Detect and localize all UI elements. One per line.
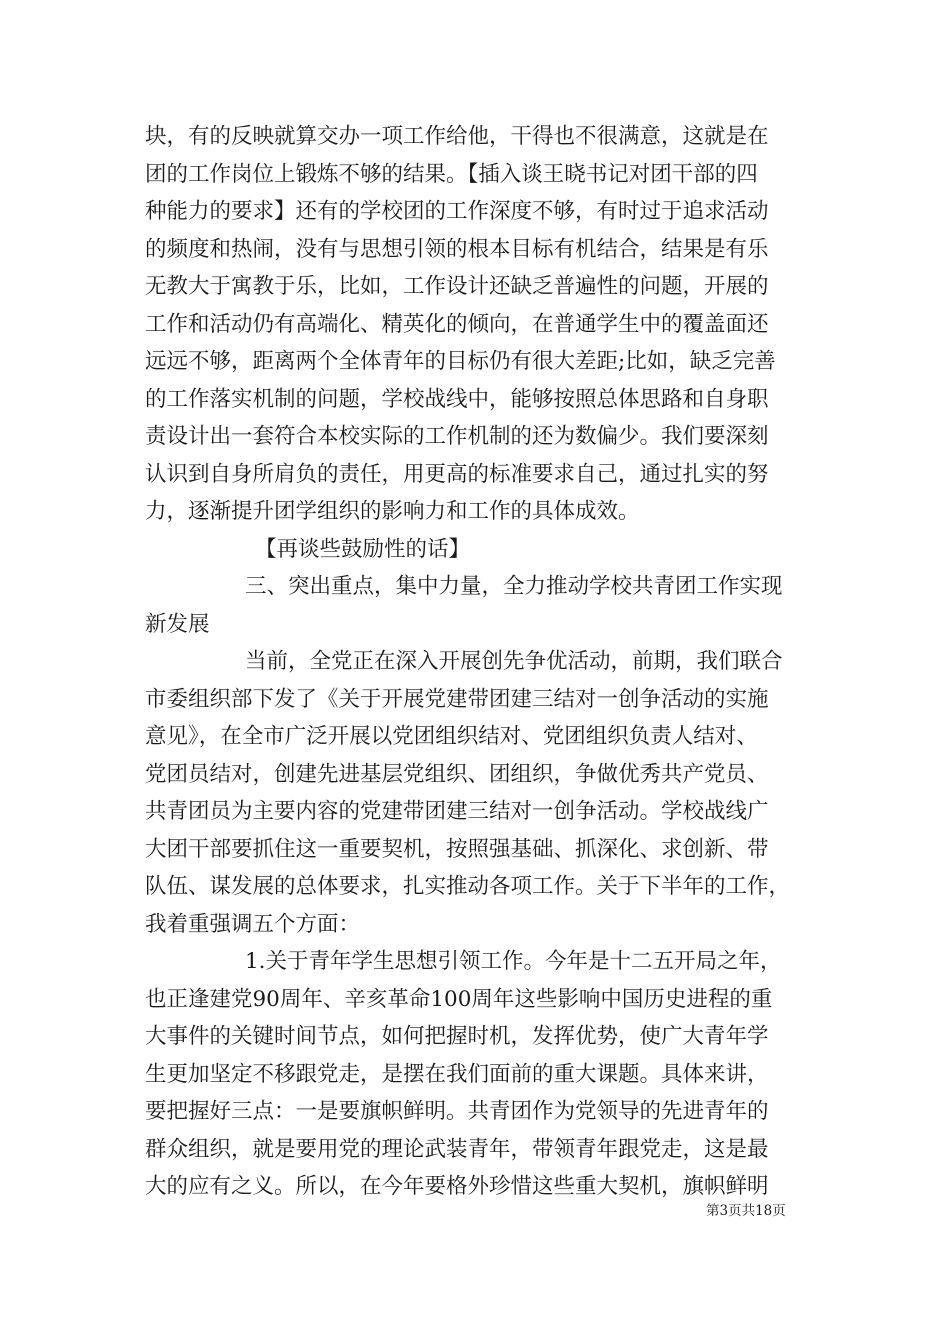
text-line: 要把握好三点：一是要旗帜鲜明。共青团作为党领导的先进青年的 — [145, 1099, 769, 1124]
text-line: 认识到自身所肩负的责任，用更高的标准要求自己，通过扎实的努 — [145, 461, 769, 487]
text-line: 的工作落实机制的问题，学校战线中，能够按照总体思路和自身职 — [145, 386, 769, 412]
text-line: 当前，全党正在深入开展创先争优活动，前期，我们联合 — [245, 649, 783, 674]
text-line: 远远不够，距离两个全体青年的目标仍有很大差距;比如，缺乏完善 — [145, 349, 776, 374]
text-line: 大团干部要抓住这一重要契机，按照强基础、抓深化、求创新、带 — [145, 836, 769, 862]
text-line: 市委组织部下发了《关于开展党建带团建三结对一创争活动的实施 — [145, 686, 769, 712]
text-line: 1.关于青年学生思想引领工作。今年是十二五开局之年， — [245, 949, 782, 974]
body-text — [145, 118, 810, 1206]
text-line: 种能力的要求】还有的学校团的工作深度不够，有时过于追求活动 — [145, 199, 769, 224]
text-line: 共青团员为主要内容的党建带团建三结对一创争活动。学校战线广 — [145, 799, 769, 824]
text-line: 无教大于寓教于乐，比如，工作设计还缺乏普遍性的问题，开展的 — [145, 274, 769, 299]
text-line: 【再谈些鼓励性的话】 — [255, 536, 471, 562]
text-line: 也正逢建党90周年、辛亥革命100周年这些影响中国历史进程的重 — [145, 986, 773, 1012]
text-line: 大事件的关键时间节点，如何把握时机，发挥优势，使广大青年学 — [145, 1024, 769, 1049]
text-line: 党团员结对，创建先进基层党组织、团组织，争做优秀共产党员、 — [145, 761, 769, 787]
text-line: 意见》，在全市广泛开展以党团组织结对、党团组织负责人结对、 — [145, 724, 758, 749]
text-line: 工作和活动仍有高端化、精英化的倾向，在普通学生中的覆盖面还 — [145, 311, 769, 337]
text-line: 群众组织，就是要用党的理论武装青年，带领青年跟党走，这是最 — [145, 1136, 769, 1162]
section-heading: 三、突出重点，集中力量，全力推动学校共青团工作实现 — [245, 574, 783, 599]
text-line: 责设计出一套符合本校实际的工作机制的还为数偏少。我们要深刻 — [145, 424, 769, 449]
section-heading-continued: 新发展 — [145, 611, 210, 637]
text-line: 块，有的反映就算交办一项工作给他，干得也不很满意，这就是在 — [145, 124, 769, 149]
text-line: 团的工作岗位上锻炼不够的结果。【插入谈王晓书记对团干部的四 — [145, 161, 758, 187]
page-number-footer: 第3页共18页 — [706, 1203, 786, 1219]
text-line: 生更加坚定不移跟党走，是摆在我们面前的重大课题。具体来讲， — [145, 1061, 769, 1087]
text-line: 的频度和热闹，没有与思想引领的根本目标有机结合，结果是有乐 — [145, 236, 769, 262]
text-line: 队伍、谋发展的总体要求，扎实推动各项工作。关于下半年的工作， — [145, 874, 791, 899]
text-line: 大的应有之义。所以，在今年要格外珍惜这些重大契机，旗帜鲜明 — [145, 1174, 769, 1199]
text-line: 力，逐渐提升团学组织的影响力和工作的具体成效。 — [145, 499, 640, 524]
text-line: 我着重强调五个方面： — [145, 911, 361, 937]
